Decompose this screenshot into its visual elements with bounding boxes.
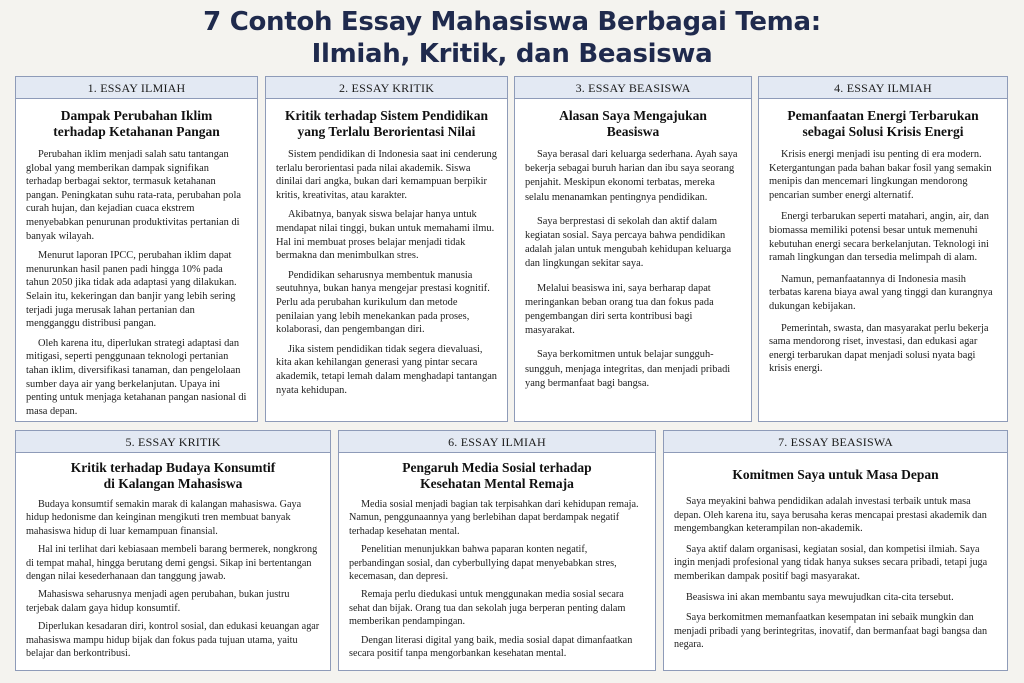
essay-card-title bbox=[22, 108, 251, 140]
essay-title-line: yang Terlalu Berorientasi Nilai bbox=[297, 124, 476, 139]
essay-paragraph: Pendidikan seharusnya membentuk manusia seutuhnya, bukan hanya mengejar prestasi kognitif. Perlu ada perubahan kurikulum dan metode penilaian yang lebih menekankan pada proses, kolaborasi, dan pengembangan diri. bbox=[276, 269, 490, 336]
essay-paragraph: Saya berkomitmen untuk belajar sungguh-sungguh, menjaga integritas, dan menjadi pribadi yang bermanfaat bagi bangsa. bbox=[525, 349, 731, 389]
essay-paragraph: Krisis energi menjadi isu penting di era modern. Ketergantungan pada bahan bakar fosil yang semakin menipis dan mencemari lingkungan mendorong pencarian sumber energi alternatif. bbox=[769, 149, 992, 201]
essay-card-body bbox=[759, 148, 1007, 376]
essay-card-6 bbox=[338, 430, 656, 671]
essay-card-body bbox=[16, 148, 257, 418]
essay-card-title bbox=[670, 467, 1001, 483]
essay-paragraph: Saya berkomitmen memanfaatkan kesempatan ini sebaik mungkin dan menjadi pribadi yang berintegritas, inovatif, dan bermanfaat bagi bangsa dan negara. bbox=[674, 612, 988, 651]
essay-card-label: 1. ESSAY ILMIAH bbox=[16, 77, 257, 99]
essay-title-line: terhadap Ketahanan Pangan bbox=[53, 124, 220, 139]
essay-paragraph: Saya berasal dari keluarga sederhana. Ayah saya bekerja sebagai buruh harian dan ibu saya seorang penjahit. Meskipun ekonomi terbatas, mereka selalu menanamkan pentingnya pendidikan. bbox=[525, 149, 738, 203]
essay-paragraph: Akibatnya, banyak siswa belajar hanya untuk mendapat nilai tinggi, bukan untuk memahami ilmu. Hal ini membuat proses belajar menjadi tidak bermakna dan menimbulkan stres. bbox=[276, 209, 495, 262]
essay-paragraph: Dengan literasi digital yang baik, media sosial dapat dimanfaatkan secara positif tanpa mengorbankan kesehatan mental. bbox=[349, 634, 633, 660]
essay-paragraph: Saya berprestasi di sekolah dan aktif dalam kegiatan sosial. Saya percaya bahwa pendidikan adalah jalan untuk mengubah kehidupan keluarga dan lingkungan sekitar saya. bbox=[525, 215, 732, 270]
essay-card-label: 4. ESSAY ILMIAH bbox=[759, 77, 1007, 99]
essay-card-2 bbox=[265, 76, 508, 422]
essay-card-title bbox=[272, 108, 501, 140]
essay-card-body bbox=[16, 498, 330, 660]
page-title-line-2: Ilmiah, Kritik, dan Beasiswa bbox=[311, 39, 713, 69]
essay-paragraph: Jika sistem pendidikan tidak segera dievaluasi, kita akan kehilangan generasi yang pintar secara akademik, tetapi lemah dalam menghadapi tantangan nyata kehidupan. bbox=[276, 343, 498, 396]
essay-paragraph: Beasiswa ini akan membantu saya mewujudkan cita-cita tersebut. bbox=[686, 591, 954, 603]
essay-card-body bbox=[515, 148, 751, 391]
essay-title-line: Pemanfaatan Energi Terbarukan bbox=[787, 108, 979, 123]
essay-paragraph: Remaja perlu diedukasi untuk menggunakan media sosial secara sehat dan bijak. Orang tua dan sekolah juga berperan penting dalam memberikan pendampingan. bbox=[349, 589, 626, 628]
essay-paragraph: Mahasiswa seharusnya menjadi agen perubahan, bukan justru terjebak dalam gaya hidup konsumtif. bbox=[26, 589, 290, 614]
essay-title-line: Beasiswa bbox=[606, 124, 660, 139]
essay-paragraph: Perubahan iklim menjadi salah satu tantangan global yang memberikan dampak signifikan terhadap berbagai sektor, termasuk ketahanan pangan. Peningkatan suhu rata-rata, perubahan pola curah hujan, dan kejadian cuaca ekstrem menyebabkan penurunan produktivitas pertanian di banyak wilayah. bbox=[26, 149, 241, 242]
essay-title-line: Komitmen Saya untuk Masa Depan bbox=[732, 467, 939, 482]
essay-title-line: sebagai Solusi Krisis Energi bbox=[802, 124, 964, 139]
essay-paragraph: Sistem pendidikan di Indonesia saat ini cenderung terlalu berorientasi pada nilai akademik. Siswa dinilai dari angka, bukan dari kemampuan berpikir kritis, kreativitas, atau karakter. bbox=[276, 149, 497, 201]
essay-card-label: 3. ESSAY BEASISWA bbox=[515, 77, 751, 99]
essay-card-body bbox=[339, 498, 655, 660]
essay-title-line: Pengaruh Media Sosial terhadap bbox=[402, 460, 592, 475]
essay-card-label: 2. ESSAY KRITIK bbox=[266, 77, 507, 99]
essay-paragraph: Energi terbarukan seperti matahari, angin, air, dan biomassa memiliki potensi besar untuk memenuhi kebutuhan energi secara berkelanjutan. Teknologi ini ramah lingkungan dan tersedia melimpah di alam. bbox=[769, 211, 989, 264]
essay-title-line: Alasan Saya Mengajukan bbox=[559, 108, 707, 123]
essay-card-1 bbox=[15, 76, 258, 422]
essay-paragraph: Media sosial menjadi bagian tak terpisahkan dari kehidupan remaja. Namun, penggunaannya yang berlebihan dapat berdampak negatif terhadap kesehatan mental. bbox=[349, 499, 639, 537]
essay-card-body bbox=[266, 148, 507, 397]
essay-paragraph: Menurut laporan IPCC, perubahan iklim dapat menurunkan hasil panen padi hingga 10% pada tahun 2050 jika tidak ada adaptasi yang dilakukan. Selain itu, kekeringan dan banjir yang lebih sering terjadi juga merusak lahan pertanian dan mengganggu distribusi pangan. bbox=[26, 250, 237, 330]
page-title-line-1: 7 Contoh Essay Mahasiswa Berbagai Tema: bbox=[203, 7, 821, 37]
essay-card-title bbox=[765, 108, 1001, 140]
essay-paragraph: Diperlukan kesadaran diri, kontrol sosial, dan edukasi keuangan agar mahasiswa mampu hidup bijak dan fokus pada tujuan utama, yaitu belajar dan berkontribusi. bbox=[26, 621, 320, 660]
essay-card-5 bbox=[15, 430, 331, 671]
essay-card-4 bbox=[758, 76, 1008, 422]
essay-card-title bbox=[22, 460, 324, 492]
essay-card-label: 6. ESSAY ILMIAH bbox=[339, 431, 655, 453]
essay-paragraph: Melalui beasiswa ini, saya berharap dapat meringankan beban orang tua dan fokus pada pengembangan diri serta kontribusi bagi masyarakat. bbox=[525, 282, 714, 337]
essay-paragraph: Penelitian menunjukkan bahwa paparan konten negatif, perbandingan sosial, dan cyberbullying dapat menyebabkan stres, kecemasan, dan depresi. bbox=[349, 544, 617, 583]
essay-title-line: di Kalangan Mahasiswa bbox=[103, 476, 243, 491]
essay-card-7 bbox=[663, 430, 1008, 671]
essay-paragraph: Hal ini terlihat dari kebiasaan membeli barang bermerek, nongkrong di tempat mahal, hingga berutang demi gengsi. Sikap ini bertentangan dengan nilai kesederhanaan dan tanggung jawab. bbox=[26, 544, 318, 583]
essay-card-body bbox=[664, 495, 1007, 652]
essay-paragraph: Saya meyakini bahwa pendidikan adalah investasi terbaik untuk masa depan. Oleh karena itu, saya berusaha keras mencapai prestasi akademik dan mengembangkan keterampilan non-akademik. bbox=[674, 496, 987, 535]
essay-card-title bbox=[521, 108, 745, 140]
essay-paragraph: Budaya konsumtif semakin marak di kalangan mahasiswa. Gaya hidup hedonisme dan keinginan mengikuti tren membuat banyak mahasiswa hidup di luar kemampuan finansial. bbox=[26, 499, 302, 537]
essay-card-label: 7. ESSAY BEASISWA bbox=[664, 431, 1007, 453]
essay-title-line: Kritik terhadap Budaya Konsumtif bbox=[70, 460, 276, 475]
essay-paragraph: Oleh karena itu, diperlukan strategi adaptasi dan mitigasi, seperti penggunaan teknologi pertanian tahan iklim, diversifikasi tanaman, dan pengelolaan sumber daya air yang berkelanjutan. Upaya ini penting untuk menjaga ketahanan pangan nasional di masa depan. bbox=[26, 337, 247, 417]
essay-paragraph: Namun, pemanfaatannya di Indonesia masih terbatas karena biaya awal yang tinggi dan kurangnya dukungan kebijakan. bbox=[769, 273, 993, 312]
essay-card-3 bbox=[514, 76, 752, 422]
essay-title-line: Kesehatan Mental Remaja bbox=[420, 476, 574, 491]
page-title bbox=[0, 6, 1024, 70]
essay-paragraph: Saya aktif dalam organisasi, kegiatan sosial, dan kompetisi ilmiah. Saya ingin menjadi profesional yang tidak hanya sukses secara pribadi, tetapi juga memberikan dampak positif bagi masyarakat. bbox=[674, 543, 988, 582]
essay-card-label: 5. ESSAY KRITIK bbox=[16, 431, 330, 453]
essay-title-line: Kritik terhadap Sistem Pendidikan bbox=[285, 108, 488, 123]
essay-paragraph: Pemerintah, swasta, dan masyarakat perlu bekerja sama mendorong riset, investasi, dan edukasi agar energi terbarukan dapat menjadi solusi nyata bagi krisis energi. bbox=[769, 322, 989, 375]
essay-card-title bbox=[345, 460, 649, 492]
essay-title-line: Dampak Perubahan Iklim bbox=[60, 108, 213, 123]
